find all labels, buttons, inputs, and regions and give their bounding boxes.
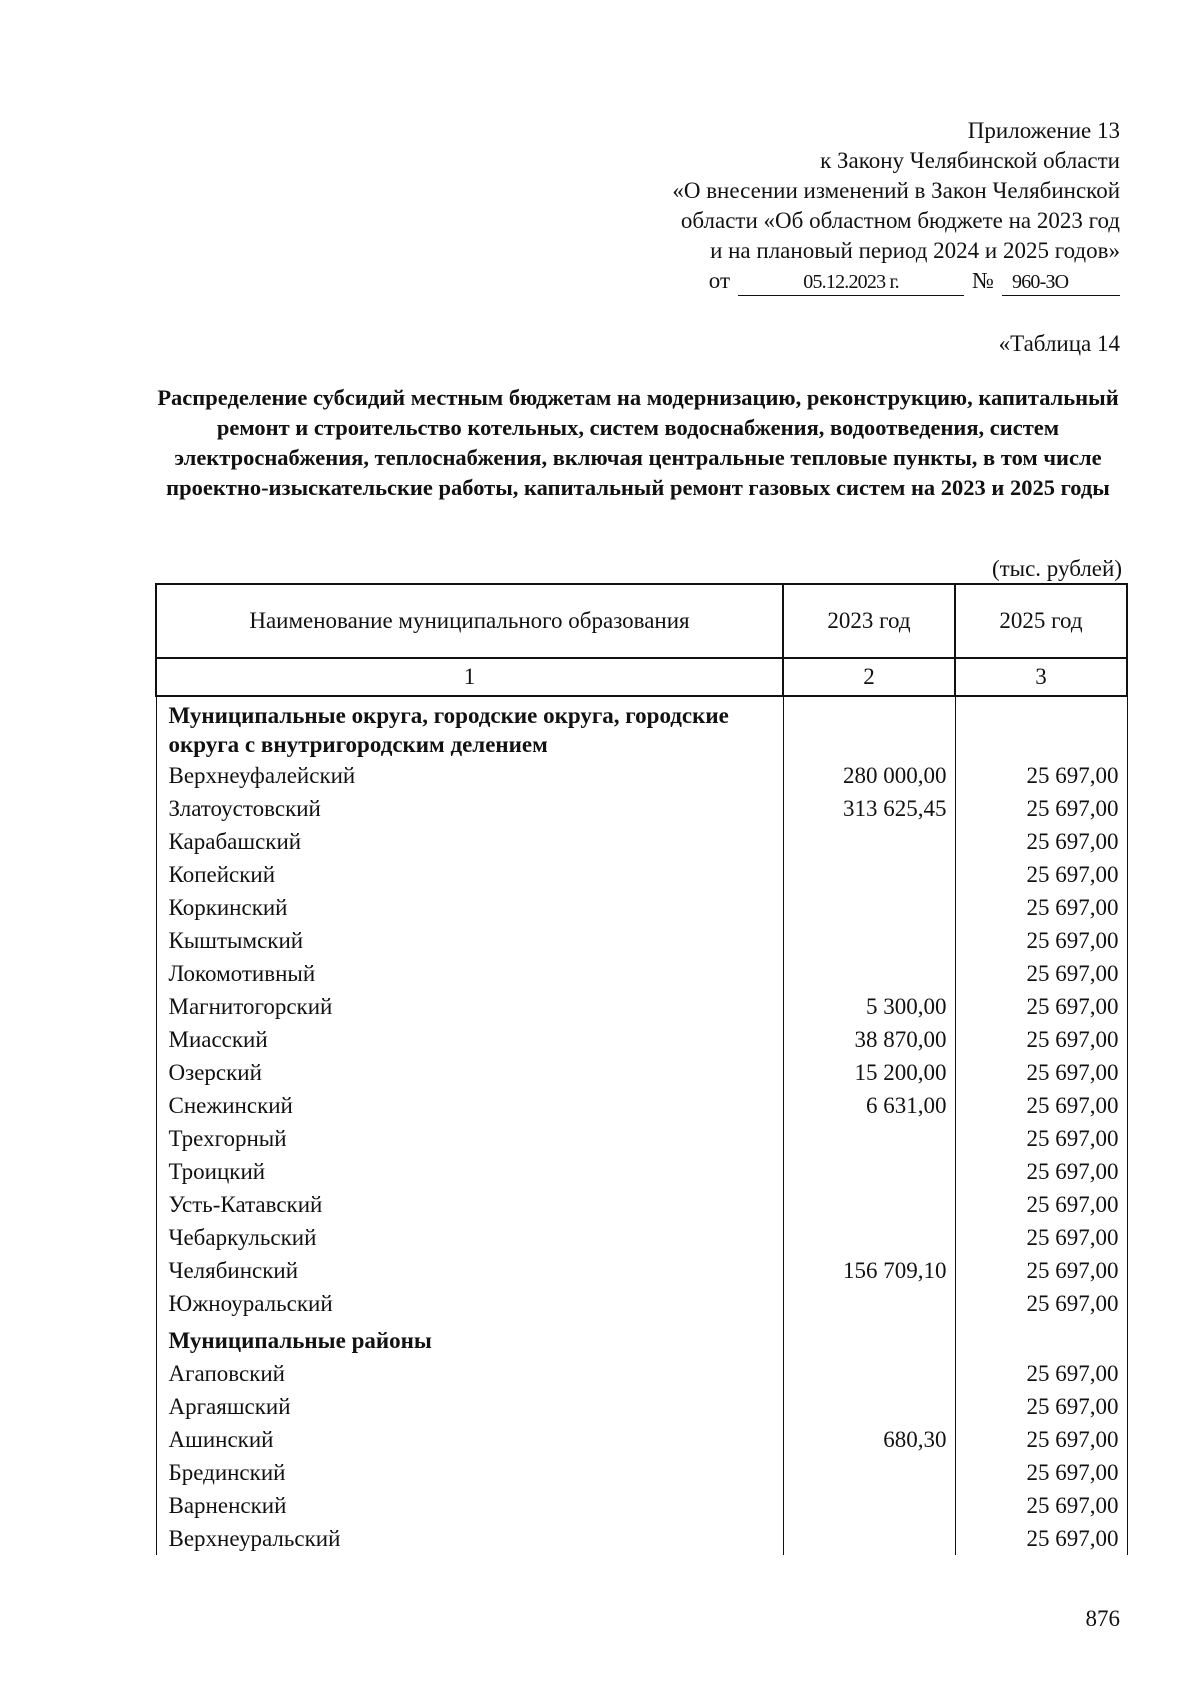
value-2025: 25 697,00 [955, 1357, 1127, 1390]
value-2023 [783, 1357, 955, 1390]
value-2023 [783, 1522, 955, 1555]
law-number: 960-ЗО [1002, 269, 1120, 296]
column-number-2: 2 [783, 658, 955, 696]
municipality-name: Кыштымский [156, 924, 783, 957]
table-row [156, 1122, 1127, 1155]
value-2023: 6 631,00 [783, 1089, 955, 1122]
value-2023 [783, 858, 955, 891]
value-2025: 25 697,00 [955, 1188, 1127, 1221]
value-2025: 25 697,00 [955, 1023, 1127, 1056]
value-2023: 313 625,45 [783, 792, 955, 825]
value-2025: 25 697,00 [955, 1489, 1127, 1522]
table-row [156, 759, 1127, 792]
table-row [156, 1188, 1127, 1221]
municipality-name: Копейский [156, 858, 783, 891]
units-label: (тыс. рублей) [991, 556, 1122, 581]
table-row [156, 1254, 1127, 1287]
value-2023: 156 709,10 [783, 1254, 955, 1287]
municipality-name: Ашинский [156, 1423, 783, 1456]
law-title-line-3: и на плановый период 2024 и 2025 годов» [710, 238, 1120, 263]
column-number-3: 3 [955, 658, 1127, 696]
value-2025: 25 697,00 [955, 759, 1127, 792]
municipality-name: Карабашский [156, 825, 783, 858]
value-2025: 25 697,00 [955, 1089, 1127, 1122]
municipality-name: Брединский [156, 1456, 783, 1489]
section-empty-cell [783, 696, 955, 759]
appendix-header [560, 116, 1120, 296]
header-municipality: Наименование муниципального образования [156, 584, 783, 658]
table-row [156, 825, 1127, 858]
value-2025: 25 697,00 [955, 825, 1127, 858]
value-2023 [783, 1155, 955, 1188]
section-header-row [156, 696, 1127, 759]
table-row [156, 792, 1127, 825]
value-2025: 25 697,00 [955, 1221, 1127, 1254]
table-row [156, 1056, 1127, 1089]
table-row [156, 891, 1127, 924]
municipality-name: Коркинский [156, 891, 783, 924]
municipality-name: Агаповский [156, 1357, 783, 1390]
table-row [156, 1287, 1127, 1320]
municipality-name: Локомотивный [156, 957, 783, 990]
value-2023 [783, 924, 955, 957]
value-2025: 25 697,00 [955, 1254, 1127, 1287]
section-title: Муниципальные районы [156, 1320, 783, 1357]
value-2025: 25 697,00 [955, 1456, 1127, 1489]
value-2025: 25 697,00 [955, 1056, 1127, 1089]
value-2025: 25 697,00 [955, 1390, 1127, 1423]
header-2023: 2023 год [783, 584, 955, 658]
table-row [156, 990, 1127, 1023]
table-row [156, 1221, 1127, 1254]
value-2025: 25 697,00 [955, 924, 1127, 957]
table-row [156, 1456, 1127, 1489]
municipality-name: Миасский [156, 1023, 783, 1056]
municipality-name: Озерский [156, 1056, 783, 1089]
municipality-name: Верхнеуфалейский [156, 759, 783, 792]
value-2025: 25 697,00 [955, 1423, 1127, 1456]
table-row [156, 1423, 1127, 1456]
value-2023: 680,30 [783, 1423, 955, 1456]
column-number-1: 1 [156, 658, 783, 696]
table-row [156, 858, 1127, 891]
value-2023: 38 870,00 [783, 1023, 955, 1056]
municipality-name: Златоустовский [156, 792, 783, 825]
value-2025: 25 697,00 [955, 990, 1127, 1023]
header-2025: 2025 год [955, 584, 1127, 658]
value-2023 [783, 1489, 955, 1522]
from-label: от [708, 268, 731, 293]
municipality-name: Троицкий [156, 1155, 783, 1188]
value-2023 [783, 1390, 955, 1423]
table-row [156, 924, 1127, 957]
value-2025: 25 697,00 [955, 858, 1127, 891]
value-2025: 25 697,00 [955, 1522, 1127, 1555]
value-2025: 25 697,00 [955, 1122, 1127, 1155]
municipality-name: Аргаяшский [156, 1390, 783, 1423]
value-2023: 280 000,00 [783, 759, 955, 792]
document-title: Распределение субсидий местным бюджетам на модернизацию, реконструкцию, капитальный ремонт и строительство котельных, систем водоснабжения, водоотведения, систем электроснабжения, теплоснабжения, включая центральные тепловые пункты, в том числе проектно-изыскательские работы, капитальный ремонт газовых систем на 2023 и 2025 годы [157, 385, 1119, 500]
section-empty-cell [955, 1320, 1127, 1357]
section-empty-cell [955, 696, 1127, 759]
date-number-line [560, 266, 1120, 296]
municipality-name: Верхнеуральский [156, 1522, 783, 1555]
law-reference: к Закону Челябинской области [820, 148, 1120, 173]
value-2023 [783, 1188, 955, 1221]
municipality-name: Магнитогорский [156, 990, 783, 1023]
table-row [156, 1155, 1127, 1188]
law-date: 05.12.2023 г. [738, 269, 964, 296]
municipality-name: Снежинский [156, 1089, 783, 1122]
value-2023 [783, 825, 955, 858]
law-title-line-1: «О внесении изменений в Закон Челябинской [672, 178, 1120, 203]
value-2023 [783, 1456, 955, 1489]
value-2023 [783, 891, 955, 924]
value-2025: 25 697,00 [955, 792, 1127, 825]
section-header-row [156, 1320, 1127, 1357]
subsidy-table [155, 583, 1128, 1555]
table-row [156, 957, 1127, 990]
table-header-row [156, 584, 1127, 658]
table-row [156, 1089, 1127, 1122]
value-2023 [783, 1287, 955, 1320]
value-2023 [783, 1122, 955, 1155]
value-2025: 25 697,00 [955, 957, 1127, 990]
value-2025: 25 697,00 [955, 1155, 1127, 1188]
table-row [156, 1522, 1127, 1555]
law-title-line-2: области «Об областном бюджете на 2023 год [680, 208, 1120, 233]
table-body [156, 696, 1127, 1555]
municipality-name: Чебаркульский [156, 1221, 783, 1254]
value-2023: 5 300,00 [783, 990, 955, 1023]
table-label: «Таблица 14 [998, 331, 1120, 356]
number-label: № [972, 268, 994, 293]
municipality-name: Усть-Катавский [156, 1188, 783, 1221]
municipality-name: Челябинский [156, 1254, 783, 1287]
section-empty-cell [783, 1320, 955, 1357]
column-number-row [156, 658, 1127, 696]
table-row [156, 1489, 1127, 1522]
value-2025: 25 697,00 [955, 1287, 1127, 1320]
section-title: Муниципальные округа, городские округа, городские округа с внутригородским делением [156, 696, 783, 759]
municipality-name: Трехгорный [156, 1122, 783, 1155]
table-row [156, 1357, 1127, 1390]
appendix-number: Приложение 13 [967, 118, 1120, 143]
table-row [156, 1390, 1127, 1423]
value-2025: 25 697,00 [955, 891, 1127, 924]
value-2023 [783, 957, 955, 990]
value-2023 [783, 1221, 955, 1254]
table-row [156, 1023, 1127, 1056]
municipality-name: Варненский [156, 1489, 783, 1522]
municipality-name: Южноуральский [156, 1287, 783, 1320]
page-number: 876 [1085, 1606, 1120, 1631]
value-2023: 15 200,00 [783, 1056, 955, 1089]
